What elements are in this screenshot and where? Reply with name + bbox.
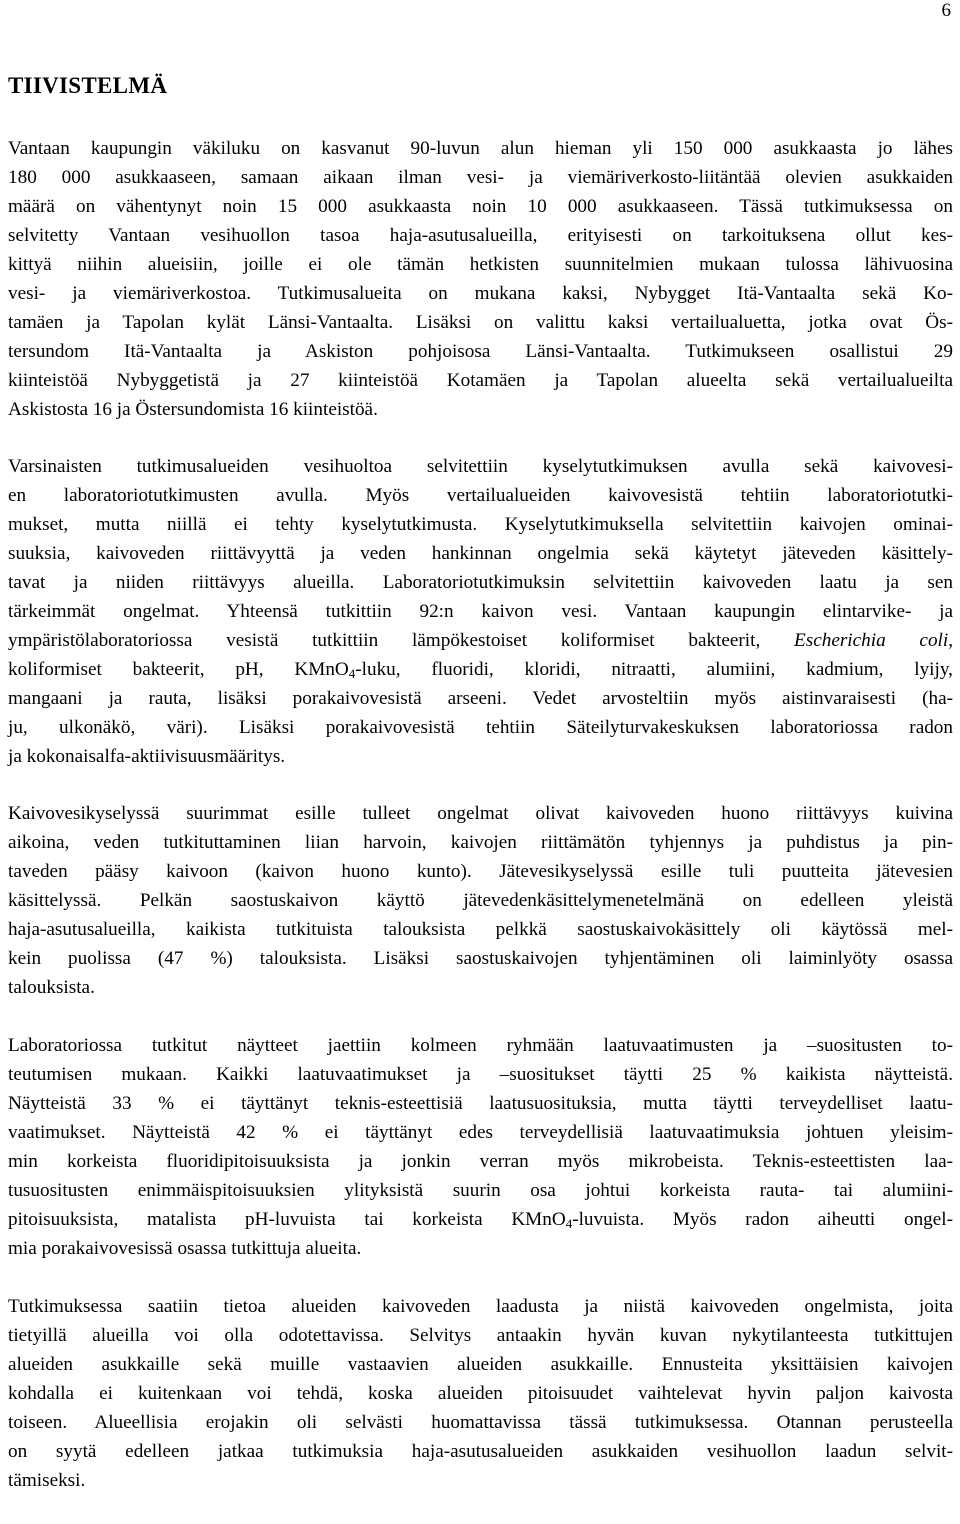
text-line: tersundom Itä-Vantaalta ja Askiston pohjoisosa Länsi-Vantaalta. Tutkimukseen osallistui 29 (8, 341, 953, 362)
text-line: tavat ja niiden riittävyys alueilla. Laboratoriotutkimuksin selvitettiin kaivoveden laatu ja sen (8, 572, 953, 593)
text-line: toiseen. Alueellisia erojakin oli selvästi huomattavissa tässä tutkimuksessa. Otannan perusteella (8, 1412, 953, 1433)
text-line: ja kokonaisalfa-aktiivisuusmääritys. (8, 746, 286, 767)
subscript: 4 (348, 666, 356, 681)
text-line: haja-asutusalueilla, kaikista tutkituista talouksista pelkkä saostuskaivokäsittely oli käytössä mel- (8, 919, 953, 940)
text-line: selvitetty Vantaan vesihuollon tasoa haja-asutusalueilla, erityisesti on tarkoituksena ollut kes- (8, 225, 953, 246)
text-line: ju, ulkonäkö, väri). Lisäksi porakaivovesistä tehtiin Säteilyturvakeskuksen laboratoriossa radon (8, 717, 953, 738)
text-line: Tutkimuksessa saatiin tietoa alueiden kaivoveden laadusta ja niistä kaivoveden ongelmista, joita (8, 1296, 953, 1317)
text-line: tärkeimmät ongelmat. Yhteensä tutkittiin 92:n kaivon vesi. Vantaan kaupungin elintarvike- ja (8, 601, 953, 622)
text-line: en laboratoriotutkimusten avulla. Myös vertailualueiden kaivovesistä tehtiin laboratoriotutki- (8, 485, 953, 506)
text-run: ympäristölaboratoriossa vesistä tutkittiin lämpökestoiset koliformiset bakteerit, (8, 630, 795, 651)
text-run: -luku, fluoridi, kloridi, nitraatti, alumiini, kadmium, lyijy, (355, 659, 953, 680)
paragraph-5 (8, 1292, 953, 1495)
text-line: kittyä niihin alueisiin, joille ei ole tämän hetkisten suunnitelmien mukaan tulossa lähivuosina (8, 254, 953, 275)
text-run: -luvuista. Myös radon aiheutti ongel- (572, 1209, 954, 1230)
text-line: Varsinaisten tutkimusalueiden vesihuoltoa selvitettiin kyselytutkimuksen avulla sekä kaivovesi- (8, 456, 953, 477)
text-line: 180 000 asukkaaseen, samaan aikaan ilman vesi- ja viemäriverkosto-liitäntää olevien asukkaiden (8, 167, 953, 188)
paragraph-1 (8, 134, 953, 424)
text-line: kiinteistöä Nybyggetistä ja 27 kiinteistöä Kotamäen ja Tapolan alueelta sekä vertailualueilta (8, 370, 953, 391)
text-line: kohdalla ei kuitenkaan voi tehdä, koska alueiden pitoisuudet vaihtelevat hyvin paljon kaivosta (8, 1383, 953, 1404)
text-line: määrä on vähentynyt noin 15 000 asukkaasta noin 10 000 asukkaaseen. Tässä tutkimuksessa on (8, 196, 953, 217)
paragraph-2 (8, 452, 953, 771)
text-run: pitoisuuksista, matalista pH-luvuista tai korkeista KMnO (8, 1209, 566, 1230)
text-line: käsittelyssä. Pelkän saostuskaivon käyttö jätevedenkäsittelymenetelmänä on edelleen yleistä (8, 890, 953, 911)
text-line: tietyillä alueilla voi olla odotettavissa. Selvitys antaakin hyvän kuvan nykytilanteesta tutkittujen (8, 1325, 953, 1346)
text-line: Laboratoriossa tutkitut näytteet jaettiin kolmeen ryhmään laatuvaatimusten ja –suositusten to- (8, 1035, 953, 1056)
paragraph-3 (8, 799, 953, 1002)
text-line (8, 655, 953, 684)
text-run: , (948, 630, 953, 651)
text-line (8, 1205, 953, 1234)
text-line: mukset, mutta niillä ei tehty kyselytutkimusta. Kyselytutkimuksella selvitettiin kaivojen ominai- (8, 514, 953, 535)
text-line: min korkeista fluoridipitoisuuksista ja jonkin verran myös mikrobeista. Teknis-esteettisten laa- (8, 1151, 953, 1172)
text-line: aikoina, veden tutkituttaminen liian harvoin, kaivojen riittämätön tyhjennys ja puhdistus ja pin- (8, 832, 953, 853)
text-line: tämiseksi. (8, 1470, 86, 1491)
text-line: vesi- ja viemäriverkostoa. Tutkimusalueita on mukana kaksi, Nybygget Itä-Vantaalta sekä Ko- (8, 283, 953, 304)
text-line: talouksista. (8, 977, 95, 998)
text-line: Vantaan kaupungin väkiluku on kasvanut 90-luvun alun hieman yli 150 000 asukkaasta jo lähes (8, 138, 953, 159)
text-line: vaatimukset. Näytteistä 42 % ei täyttänyt edes terveydellisiä laatuvaatimuksia johtuen yleisim- (8, 1122, 953, 1143)
text-run: koliformiset bakteerit, pH, KMnO (8, 659, 349, 680)
text-line: on syytä edelleen jatkaa tutkimuksia haja-asutusalueiden asukkaiden vesihuollon laadun selvit- (8, 1441, 953, 1462)
text-line: taveden pääsy kaivoon (kaivon huono kunto). Jätevesikyselyssä esille tuli puutteita jätevesien (8, 861, 953, 882)
page-number: 6 (941, 0, 951, 21)
abstract-body (8, 134, 953, 1524)
text-line: teutumisen mukaan. Kaikki laatuvaatimukset ja –suositukset täytti 25 % kaikista näytteistä. (8, 1064, 953, 1085)
text-line: tamäen ja Tapolan kylät Länsi-Vantaalta. Lisäksi on valittu kaksi vertailualuetta, jotka ovat Ös- (8, 312, 953, 333)
paragraph-4 (8, 1031, 953, 1263)
text-line: Askistosta 16 ja Östersundomista 16 kiinteistöä. (8, 399, 378, 420)
text-line: kein puolissa (47 %) talouksista. Lisäksi saostuskaivojen tyhjentäminen oli laiminlyöty osassa (8, 948, 953, 969)
text-line: suuksia, kaivoveden riittävyyttä ja veden hankinnan ongelmia sekä käytetyt jäteveden käsittely- (8, 543, 953, 564)
text-line: Kaivovesikyselyssä suurimmat esille tulleet ongelmat olivat kaivoveden huono riittävyys kuivina (8, 803, 953, 824)
text-line: Näytteistä 33 % ei täyttänyt teknis-esteettisiä laatusuosituksia, mutta täytti terveydelliset laatu- (8, 1093, 953, 1114)
text-line (8, 626, 953, 655)
subscript: 4 (565, 1216, 573, 1231)
text-line: alueiden asukkaille sekä muille vastaavien alueiden asukkaille. Ennusteita yksittäisien kaivojen (8, 1354, 953, 1375)
text-line: tusuositusten enimmäispitoisuuksien ylityksistä suurin osa johtui korkeista rauta- tai alumiini- (8, 1180, 953, 1201)
text-line: mia porakaivovesissä osassa tutkittuja alueita. (8, 1238, 362, 1259)
text-line: mangaani ja rauta, lisäksi porakaivovesistä arseeni. Vedet arvosteltiin myös aistinvaraisesti (ha- (8, 688, 953, 709)
page-title: TIIVISTELMÄ (8, 73, 168, 98)
species-name: Escherichia coli (794, 630, 949, 651)
